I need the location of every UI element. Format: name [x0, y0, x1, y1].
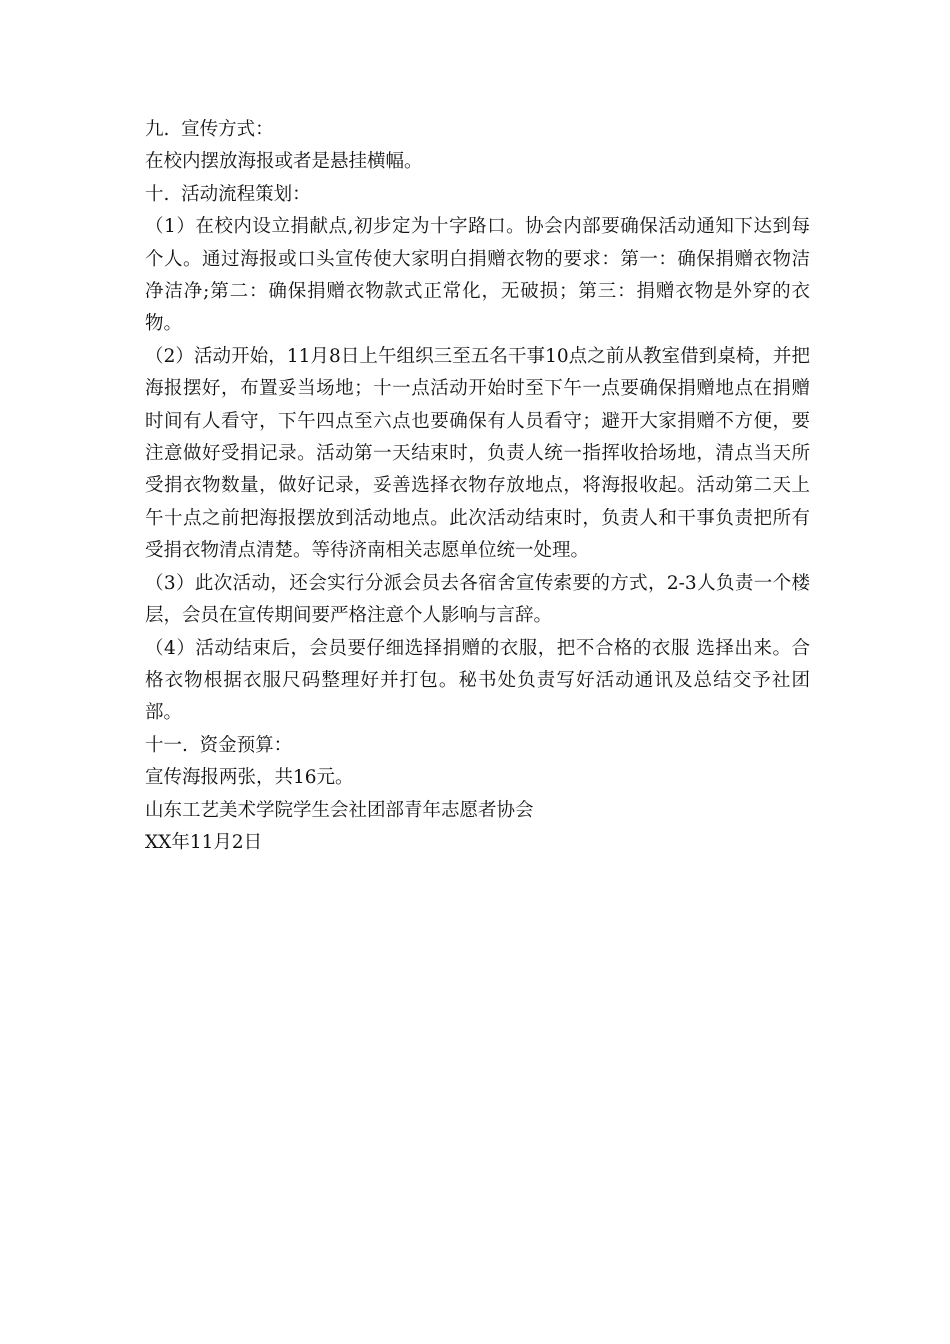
section-10-item-3: （3）此次活动，还会实行分派会员去各宿舍宣传索要的方式，2-3人负责一个楼层，会员在宣传期间要严格注意个人影响与言辞。 [145, 572, 810, 627]
section-11-body: 宣传海报两张，共16元。 [145, 767, 354, 789]
section-10-item-1: （1）在校内设立捐献点,初步定为十字路口。协会内部要确保活动通知下达到每个人。通过海报或口头宣传使大家明白捐赠衣物的要求：第一：确保捐赠衣物洁净洁净;第二：确保捐赠衣物款式正常化，无破损；第三：捐赠衣物是外穿的衣物。 [145, 216, 810, 335]
signature-organization: 山东工艺美术学院学生会社团部青年志愿者协会 [145, 799, 534, 821]
signature-date: XX年11月2日 [145, 831, 263, 853]
document-body [145, 114, 810, 859]
section-9-body: 在校内摆放海报或者是悬挂横幅。 [145, 151, 423, 173]
section-10-heading: 十. 活动流程策划： [145, 183, 311, 205]
section-11-heading: 十一. 资金预算： [145, 734, 293, 756]
section-9-heading: 九. 宣传方式： [145, 119, 274, 140]
section-10-item-4: （4）活动结束后，会员要仔细选择捐赠的衣服，把不合格的衣服 选择出来。合格衣物根据衣服尺码整理好并打包。秘书处负责写好活动通讯及总结交予社团部。 [145, 637, 810, 724]
section-10-item-2: （2）活动开始，11月8日上午组织三至五名干事10点之前从教室借到桌椅，并把海报摆好，布置妥当场地；十一点活动开始时至下午一点要确保捐赠地点在捐赠时间有人看守，下午四点至六点也要确保有人员看守；避开大家捐赠不方便，要注意做好受捐记录。活动第一天结束时，负责人统一指挥收拾场地，清点当天所受捐衣物数量，做好记录，妥善选择衣物存放地点，将海报收起。活动第二天上午十点之前把海报摆放到活动地点。此次活动结束时，负责人和干事负责把所有受捐衣物清点清楚。等待济南相关志愿单位统一处理。 [145, 345, 810, 562]
